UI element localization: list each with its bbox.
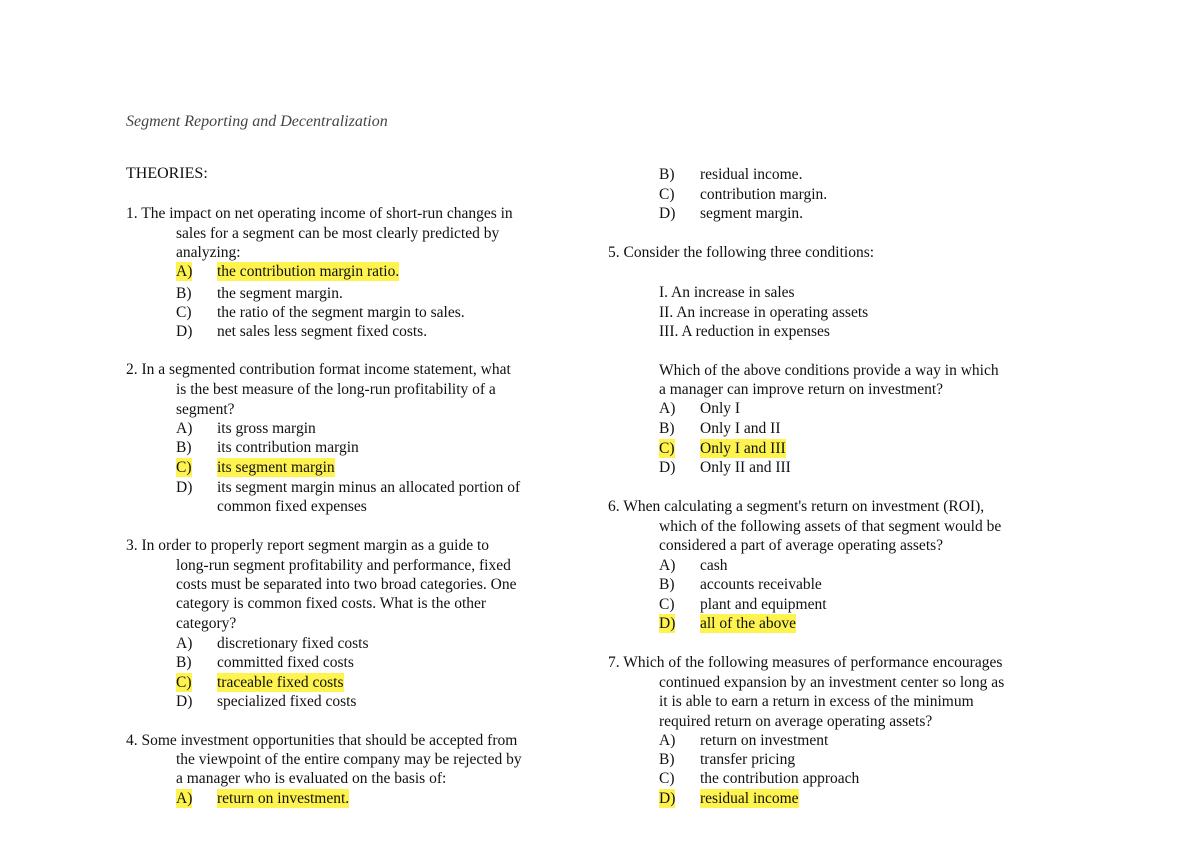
q4-option-c-letter: C) xyxy=(659,186,675,203)
q5-option-d-text: Only II and III xyxy=(700,459,791,476)
q7-stem-line: required return on average operating assets? xyxy=(659,713,933,730)
q7-option-c-letter: C) xyxy=(659,770,675,787)
q1-option-c-letter: C) xyxy=(176,304,192,321)
q6-stem-line: 6. When calculating a segment's return on investment (ROI), xyxy=(608,498,985,515)
q4-option-b-letter: B) xyxy=(659,166,675,183)
q4-option-a-letter: A) xyxy=(176,790,193,807)
q5-option-b-letter: B) xyxy=(659,420,675,437)
q1-stem-line: analyzing: xyxy=(176,244,241,261)
document-title: Segment Reporting and Decentralization xyxy=(126,113,388,130)
q1-option-b-letter: B) xyxy=(176,285,192,302)
q2-option-d-letter: D) xyxy=(176,479,193,496)
q7-option-d-letter: D) xyxy=(659,790,676,807)
q4-option-c-text: contribution margin. xyxy=(700,186,828,203)
q1-option-b-text: the segment margin. xyxy=(217,285,343,302)
q5-condition: I. An increase in sales xyxy=(659,284,795,301)
q3-option-d-text: specialized fixed costs xyxy=(217,693,357,710)
q3-option-b-text: committed fixed costs xyxy=(217,654,354,671)
q1-option-c-text: the ratio of the segment margin to sales. xyxy=(217,304,465,321)
q7-option-a-text: return on investment xyxy=(700,732,829,749)
q3-option-d-letter: D) xyxy=(176,693,193,710)
q6-stem-line: considered a part of average operating assets? xyxy=(659,537,944,554)
q6-option-d-text: all of the above xyxy=(700,615,796,632)
q4-option-a-text: return on investment. xyxy=(217,790,350,807)
q6-option-c-text: plant and equipment xyxy=(700,596,827,613)
q7-stem-line: it is able to earn a return in excess of the minimum xyxy=(659,693,974,710)
q3-stem-line: category is common fixed costs. What is the other xyxy=(176,595,487,612)
q4-option-b-text: residual income. xyxy=(700,166,803,183)
q3-option-b-letter: B) xyxy=(176,654,192,671)
q1-stem-line: 1. The impact on net operating income of short-run changes in xyxy=(126,205,513,222)
q5-option-b-text: Only I and II xyxy=(700,420,781,437)
q5-prompt-line: a manager can improve return on investment? xyxy=(659,381,944,398)
q6-option-b-letter: B) xyxy=(659,576,675,593)
q7-option-d-text: residual income xyxy=(700,790,799,807)
q3-stem-line: long-run segment profitability and performance, fixed xyxy=(176,557,511,574)
q5-condition: II. An increase in operating assets xyxy=(659,304,869,321)
section-heading: THEORIES: xyxy=(126,165,208,182)
q2-option-b-letter: B) xyxy=(176,439,192,456)
q5-option-a-text: Only I xyxy=(700,400,741,417)
q3-option-c-text: traceable fixed costs xyxy=(217,674,344,691)
q2-option-c-text: its segment margin xyxy=(217,459,335,476)
q7-stem-line: 7. Which of the following measures of performance encourages xyxy=(608,654,1003,671)
q7-option-b-letter: B) xyxy=(659,751,675,768)
q3-option-a-text: discretionary fixed costs xyxy=(217,635,369,652)
q3-option-c-letter: C) xyxy=(176,674,192,691)
q6-stem-line: which of the following assets of that segment would be xyxy=(659,518,1002,535)
q5-option-c-text: Only I and III xyxy=(700,440,786,457)
q4-stem-line: the viewpoint of the entire company may be rejected by xyxy=(176,751,522,768)
q3-stem-line: costs must be separated into two broad categories. One xyxy=(176,576,517,593)
q2-stem-line: segment? xyxy=(176,401,235,418)
q2-option-a-text: its gross margin xyxy=(217,420,316,437)
q3-option-a-letter: A) xyxy=(176,635,193,652)
q2-option-d-text-cont: common fixed expenses xyxy=(217,498,367,515)
q1-option-a-letter: A) xyxy=(176,263,193,280)
q5-condition: III. A reduction in expenses xyxy=(659,323,830,340)
q5-prompt-line: Which of the above conditions provide a way in which xyxy=(659,362,999,379)
q7-stem-line: continued expansion by an investment center so long as xyxy=(659,674,1005,691)
q1-option-d-letter: D) xyxy=(176,323,193,340)
q1-stem-line: sales for a segment can be most clearly predicted by xyxy=(176,225,500,242)
q4-stem-line: 4. Some investment opportunities that should be accepted from xyxy=(126,732,518,749)
q3-stem-line: category? xyxy=(176,615,237,632)
q3-stem-line: 3. In order to properly report segment margin as a guide to xyxy=(126,537,490,554)
q6-option-a-text: cash xyxy=(700,557,728,574)
q5-option-a-letter: A) xyxy=(659,400,676,417)
q2-stem-line: is the best measure of the long-run profitability of a xyxy=(176,381,496,398)
q4-stem-line: a manager who is evaluated on the basis of: xyxy=(176,770,447,787)
q2-option-b-text: its contribution margin xyxy=(217,439,359,456)
q7-option-c-text: the contribution approach xyxy=(700,770,860,787)
q7-option-a-letter: A) xyxy=(659,732,676,749)
q2-option-a-letter: A) xyxy=(176,420,193,437)
q2-option-c-letter: C) xyxy=(176,459,192,476)
q2-option-d-text: its segment margin minus an allocated portion of xyxy=(217,479,521,496)
q6-option-b-text: accounts receivable xyxy=(700,576,822,593)
q2-stem-line: 2. In a segmented contribution format income statement, what xyxy=(126,361,511,378)
q5-option-d-letter: D) xyxy=(659,459,676,476)
q1-option-d-text: net sales less segment fixed costs. xyxy=(217,323,428,340)
q6-option-a-letter: A) xyxy=(659,557,676,574)
q5-stem-line: 5. Consider the following three conditions: xyxy=(608,244,875,261)
q6-option-d-letter: D) xyxy=(659,615,676,632)
q1-option-a-text: the contribution margin ratio. xyxy=(217,263,400,280)
q6-option-c-letter: C) xyxy=(659,596,675,613)
q4-option-d-letter: D) xyxy=(659,205,676,222)
q5-option-c-letter: C) xyxy=(659,440,675,457)
q7-option-b-text: transfer pricing xyxy=(700,751,796,768)
q4-option-d-text: segment margin. xyxy=(700,205,804,222)
